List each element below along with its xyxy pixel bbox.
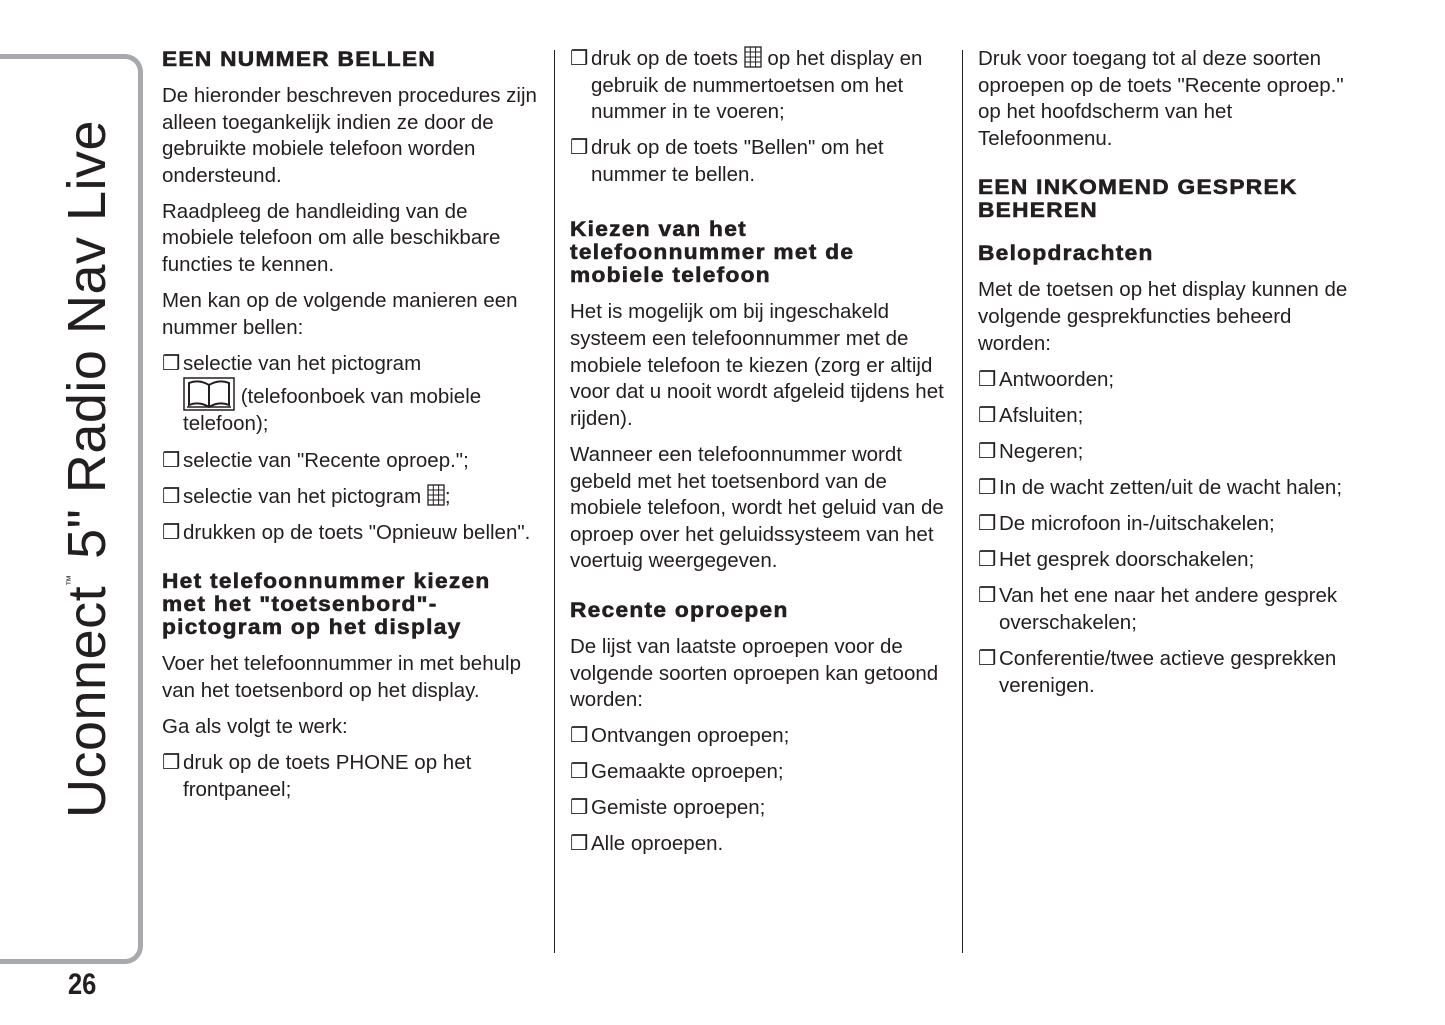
- call-function-list: [978, 367, 1358, 699]
- paragraph: Ga als volgt te werk:: [162, 715, 348, 738]
- checkbox-bullet-icon: ❒: [570, 47, 589, 70]
- keypad-icon: [744, 46, 762, 68]
- call-type-list: [570, 723, 950, 858]
- column-2: [570, 46, 950, 868]
- list-text: Van het ene naar het andere gesprek overschakelen;: [999, 584, 1338, 634]
- paragraph: Druk voor toegang tot al deze soorten oproepen op de toets "Recente oproep." op het hoofdscherm van het Telefoonmenu.: [978, 47, 1344, 150]
- keypad-icon: [427, 484, 445, 506]
- list-text: Afsluiten;: [999, 403, 1084, 427]
- paragraph: De lijst van laatste oproepen voor de volgende soorten oproepen kan getoond worden:: [570, 634, 939, 712]
- paragraph: Met de toetsen op het display kunnen de volgende gesprekfuncties beheerd worden:: [978, 278, 1348, 355]
- column-1: [162, 46, 542, 813]
- list-item: [162, 520, 542, 547]
- list-item: [570, 831, 950, 858]
- section-heading: Recente oproepen: [570, 598, 789, 622]
- checkbox-bullet-icon: ❒: [570, 136, 589, 160]
- list-item: [978, 439, 1358, 466]
- column-divider: [962, 50, 963, 953]
- section-heading: Belopdrachten: [978, 242, 1154, 266]
- section-heading: Het telefoonnummer kiezen met het "toetsenbord"-pictogram op het display: [162, 570, 491, 640]
- list-text: druk op de toets: [591, 47, 739, 70]
- list-text: Het gesprek doorschakelen;: [999, 548, 1255, 572]
- chapter-title: [57, 119, 117, 818]
- checkbox-bullet-icon: ❒: [570, 832, 589, 856]
- checkbox-bullet-icon: ❒: [162, 448, 181, 472]
- section-heading: Kiezen van het telefoonnummer met de mobiele telefoon: [570, 218, 855, 288]
- checkbox-bullet-icon: ❒: [978, 475, 997, 499]
- list-item: [570, 723, 950, 750]
- list-text: Gemaakte oproepen;: [591, 760, 784, 784]
- list-text: Antwoorden;: [999, 367, 1115, 391]
- list-text: Alle oproepen.: [591, 832, 724, 856]
- column-divider: [554, 50, 555, 953]
- list-text: drukken op de toets "Opnieuw bellen".: [183, 520, 531, 544]
- list-text: Negeren;: [999, 439, 1084, 463]
- checkbox-bullet-icon: ❒: [162, 351, 181, 375]
- chapter-title-brand: Uconnect: [57, 585, 117, 818]
- list-text: Gemiste oproepen;: [591, 796, 766, 820]
- list-item: [162, 448, 542, 475]
- checkbox-bullet-icon: ❒: [978, 403, 997, 427]
- list-item: [162, 351, 542, 438]
- list-text: (telefoonboek van mobiele telefoon);: [183, 385, 482, 436]
- paragraph: Wanneer een telefoonnummer wordt gebeld met het toetsenbord van de mobiele telefoon, wordt het geluid van de oproep over het geluidssysteem van het voertuig weergegeven.: [570, 442, 944, 573]
- list-item: [978, 547, 1358, 574]
- list-text: selectie van "Recente oproep.";: [183, 448, 469, 472]
- list-text: ;: [444, 484, 451, 508]
- trademark: ™: [65, 574, 77, 586]
- checkbox-bullet-icon: ❒: [570, 796, 589, 820]
- list-item: [570, 795, 950, 822]
- column-3: [978, 46, 1358, 709]
- list-text: selectie van het pictogram: [183, 351, 422, 375]
- list-item: [978, 403, 1358, 430]
- list-item: [978, 475, 1358, 502]
- list-item: [978, 646, 1358, 699]
- checkbox-bullet-icon: ❒: [978, 512, 997, 536]
- list-item: [978, 367, 1358, 394]
- list-text: Conferentie/twee actieve gesprekken verenigen.: [999, 646, 1337, 697]
- checkbox-bullet-icon: ❒: [162, 520, 181, 544]
- list-text: selectie van het pictogram: [183, 484, 422, 508]
- list-item: [570, 46, 950, 126]
- checkbox-bullet-icon: ❒: [570, 724, 589, 748]
- list-item: [978, 583, 1358, 636]
- list-item: [570, 759, 950, 786]
- paragraph: Voer het telefoonnummer in met behulp van het toetsenbord op het display.: [162, 652, 521, 702]
- chapter-title-rest: 5" Radio Nav Live: [57, 119, 117, 575]
- page-number: 26: [68, 968, 97, 1001]
- paragraph: Het is mogelijk om bij ingeschakeld systeem een telefoonnummer met de mobiele telefoon te kiezen (zorg er altijd voor dat u nooit wordt afgeleid tijdens het rijden).: [570, 300, 944, 430]
- list-text: Ontvangen oproepen;: [591, 724, 790, 748]
- list-text: druk op de toets "Bellen" om het nummer te bellen.: [591, 136, 884, 186]
- section-heading: EEN INKOMEND GESPREK BEHEREN: [978, 176, 1298, 223]
- checkbox-bullet-icon: ❒: [978, 367, 997, 391]
- checkbox-bullet-icon: ❒: [978, 439, 997, 463]
- phonebook-icon: [183, 377, 235, 411]
- list-item: [162, 750, 542, 803]
- paragraph: Men kan op de volgende manieren een nummer bellen:: [162, 289, 518, 339]
- list-text: op het display en gebruik de nummertoetsen om het nummer in te voeren;: [591, 47, 923, 124]
- section-heading: EEN NUMMER BELLEN: [162, 48, 437, 71]
- list-text: De microfoon in-/uitschakelen;: [999, 512, 1275, 536]
- paragraph: De hieronder beschreven procedures zijn alleen toegankelijk indien ze door de gebruikte mobiele telefoon worden ondersteund.: [162, 84, 537, 187]
- checkbox-bullet-icon: ❒: [570, 760, 589, 784]
- list-item: [162, 484, 542, 511]
- checkbox-bullet-icon: ❒: [978, 584, 997, 608]
- list-item: [570, 135, 950, 188]
- checkbox-bullet-icon: ❒: [978, 646, 997, 670]
- checkbox-bullet-icon: ❒: [162, 751, 181, 775]
- list-item: [978, 511, 1358, 538]
- list-text: druk op de toets PHONE op het frontpaneel;: [183, 751, 472, 801]
- checkbox-bullet-icon: ❒: [162, 484, 181, 508]
- paragraph: Raadpleeg de handleiding van de mobiele telefoon om alle beschikbare functies te kennen.: [162, 199, 501, 277]
- list-text: In de wacht zetten/uit de wacht halen;: [999, 475, 1343, 499]
- checkbox-bullet-icon: ❒: [978, 548, 997, 572]
